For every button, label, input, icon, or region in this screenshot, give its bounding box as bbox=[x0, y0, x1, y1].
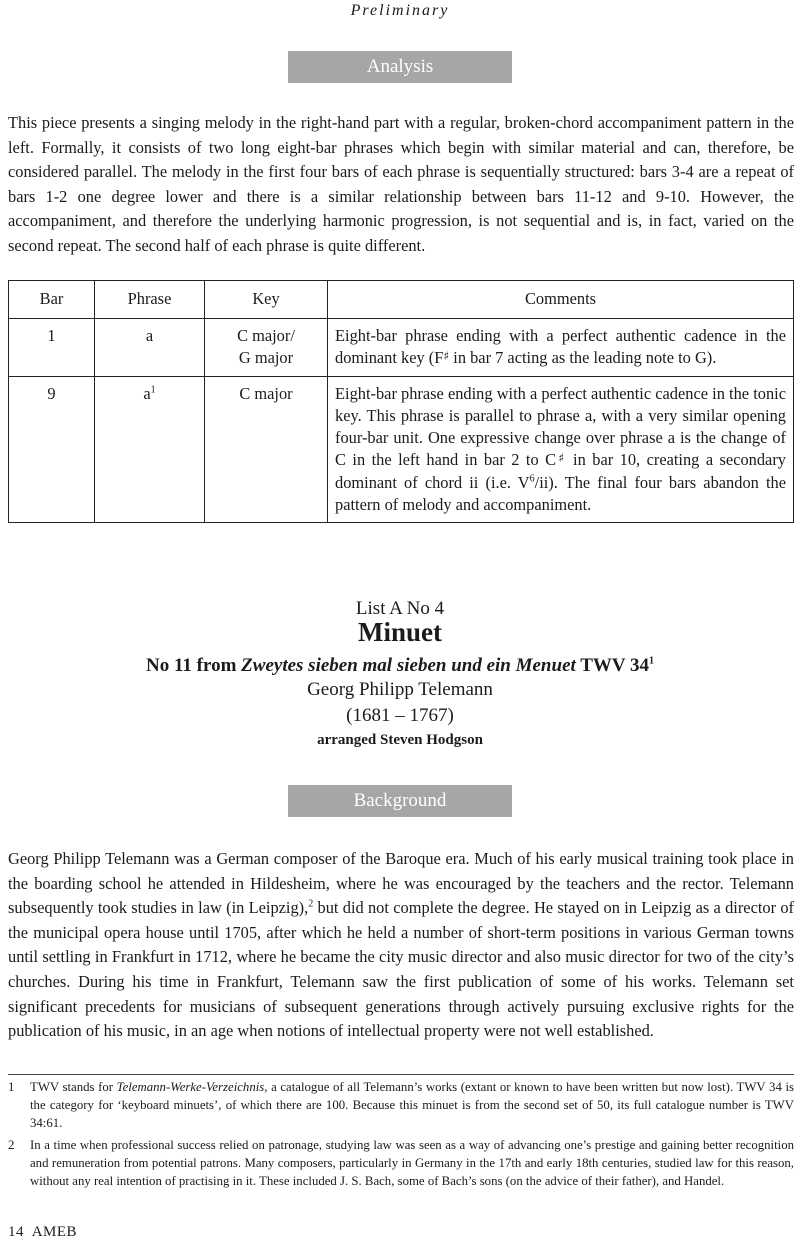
footnote-italic: Telemann-Werke-Verzeichnis bbox=[116, 1080, 265, 1094]
piece-subtitle bbox=[0, 655, 800, 677]
cell-key: C major bbox=[205, 377, 328, 523]
column-header-phrase: Phrase bbox=[95, 281, 205, 319]
publisher: AMEB bbox=[31, 1224, 78, 1240]
page-number: 14 bbox=[8, 1224, 24, 1240]
list-number: List A No 4 bbox=[355, 598, 445, 619]
paragraph-text: but did not complete the degree. He stayed on in Leipzig as a director of the municipal opera house until 1705, after which he held a number of short-term positions in various German towns until settling in Frankfurt in 1712, where he became the city music director and also music director for two of the city’s churches. During his time in Frankfurt, Telemann saw the first publication of some of his works. Telemann set significant precedents for musicians of subsequent generations through actively pursuing exclusive rights for the publication of his music, in an age when notions of intellectual property were not well established. bbox=[8, 898, 794, 1041]
running-header: Preliminary bbox=[350, 2, 450, 19]
table-row bbox=[9, 319, 794, 377]
footnote-text: In a time when professional success relied on patronage, studying law was seen as a way of advancing one’s prestige and gaining better recognition and remuneration from potential patrons. Many composers, particularly in Germany in the 17th and early 18th centuries, studied law for this reason, without any real intention of practising in it. These included J. S. Bach, some of Bach’s sons (on the advice of their father), and Handel. bbox=[30, 1138, 794, 1188]
footnote-1 bbox=[8, 1079, 794, 1132]
paragraph-text: Georg Philipp Telemann was a German composer of the Baroque era. Much of his early musical training took place in the boarding school he attended in Hildesheim, where he was encouraged by the teachers and the rector. Telemann subsequently took studies in law (in Leipzig), bbox=[8, 849, 794, 918]
footnote-number: 1 bbox=[8, 1080, 15, 1094]
cell-key bbox=[205, 319, 328, 377]
footnote-text-part: TWV stands for bbox=[30, 1080, 117, 1094]
catalogue-number: TWV 34 bbox=[575, 655, 649, 676]
comment-text: Eight-bar phrase ending with a perfect authentic cadence in the tonic key. This phrase is parallel to phrase a, with a very similar opening four-bar unit. One expressive change over phrase a is the change of C in the left hand in bar 2 to C bbox=[335, 384, 786, 469]
comment-text: in bar 10, creating a secondary dominant of chord ii (i.e. V bbox=[335, 450, 786, 492]
phrase-superscript: 1 bbox=[150, 384, 156, 396]
table-header-row bbox=[9, 281, 794, 319]
footnote-divider bbox=[8, 1074, 794, 1075]
column-header-key: Key bbox=[205, 281, 328, 319]
analysis-heading: Analysis bbox=[288, 51, 512, 83]
arranger: arranged Steven Hodgson bbox=[317, 732, 483, 748]
background-paragraph bbox=[8, 847, 794, 1044]
subtitle-prefix: No 11 from bbox=[146, 655, 242, 676]
table-row bbox=[9, 377, 794, 523]
cell-phrase: a bbox=[95, 319, 205, 377]
cell-bar: 9 bbox=[9, 377, 95, 523]
comment-text: in bar 7 acting as the leading note to G). bbox=[449, 348, 717, 367]
footnote-text bbox=[30, 1079, 794, 1132]
work-title: Zweytes sieben mal sieben und ein Menuet bbox=[241, 655, 576, 676]
cell-comments bbox=[328, 377, 794, 523]
piece-title: Minuet bbox=[358, 617, 442, 647]
cell-bar: 1 bbox=[9, 319, 95, 377]
key-line: C major/ bbox=[237, 326, 295, 345]
footnote-ref: 2 bbox=[308, 898, 314, 910]
composer-dates: (1681 – 1767) bbox=[346, 705, 454, 726]
analysis-paragraph: This piece presents a singing melody in the right-hand part with a regular, broken-chord accompaniment pattern in the left. Formally, it consists of two long eight-bar phrases which begin with similar material and can, therefore, be considered parallel. The melody in the first four bars of each phrase is sequentially structured: bars 3-4 are a repeat of bars 1-2 one degree lower and there is a similar relationship between bars 11-12 and 9-10. However, the accompaniment, and therefore the underlying harmonic progression, is not sequential and is, in fact, varied on the second repeat. The second half of each phrase is quite different. bbox=[8, 113, 794, 255]
sharp-sign: ♯ bbox=[443, 349, 450, 363]
column-header-bar: Bar bbox=[9, 281, 95, 319]
composer-name: Georg Philipp Telemann bbox=[307, 679, 493, 700]
cell-comments bbox=[328, 319, 794, 377]
footnote-ref: 1 bbox=[649, 655, 654, 667]
inversion-superscript: 6 bbox=[529, 473, 535, 485]
analysis-table bbox=[8, 280, 794, 523]
footnote-2 bbox=[8, 1137, 794, 1190]
comment-text: /ii). The final four bars abandon the pattern of melody and accompaniment. bbox=[335, 473, 786, 514]
phrase-label: a bbox=[143, 384, 151, 403]
column-header-comments: Comments bbox=[328, 281, 794, 319]
background-heading: Background bbox=[288, 785, 512, 817]
comment-text: Eight-bar phrase ending with a perfect authentic cadence in the dominant key (F bbox=[335, 326, 786, 367]
footnote-text-part: , a catalogue of all Telemann’s works (extant or known to have been written but now lost). TWV 34 is the category for ‘keyboard minuets’, of which there are 100. Because this minuet is from the second set of 50, its full catalogue number is TWV 34:61. bbox=[30, 1080, 794, 1130]
sharp-sign: ♯ bbox=[556, 451, 567, 465]
footnote-number: 2 bbox=[8, 1138, 15, 1152]
page-footer bbox=[8, 1224, 77, 1241]
key-line: G major bbox=[238, 348, 294, 367]
cell-phrase bbox=[95, 377, 205, 523]
